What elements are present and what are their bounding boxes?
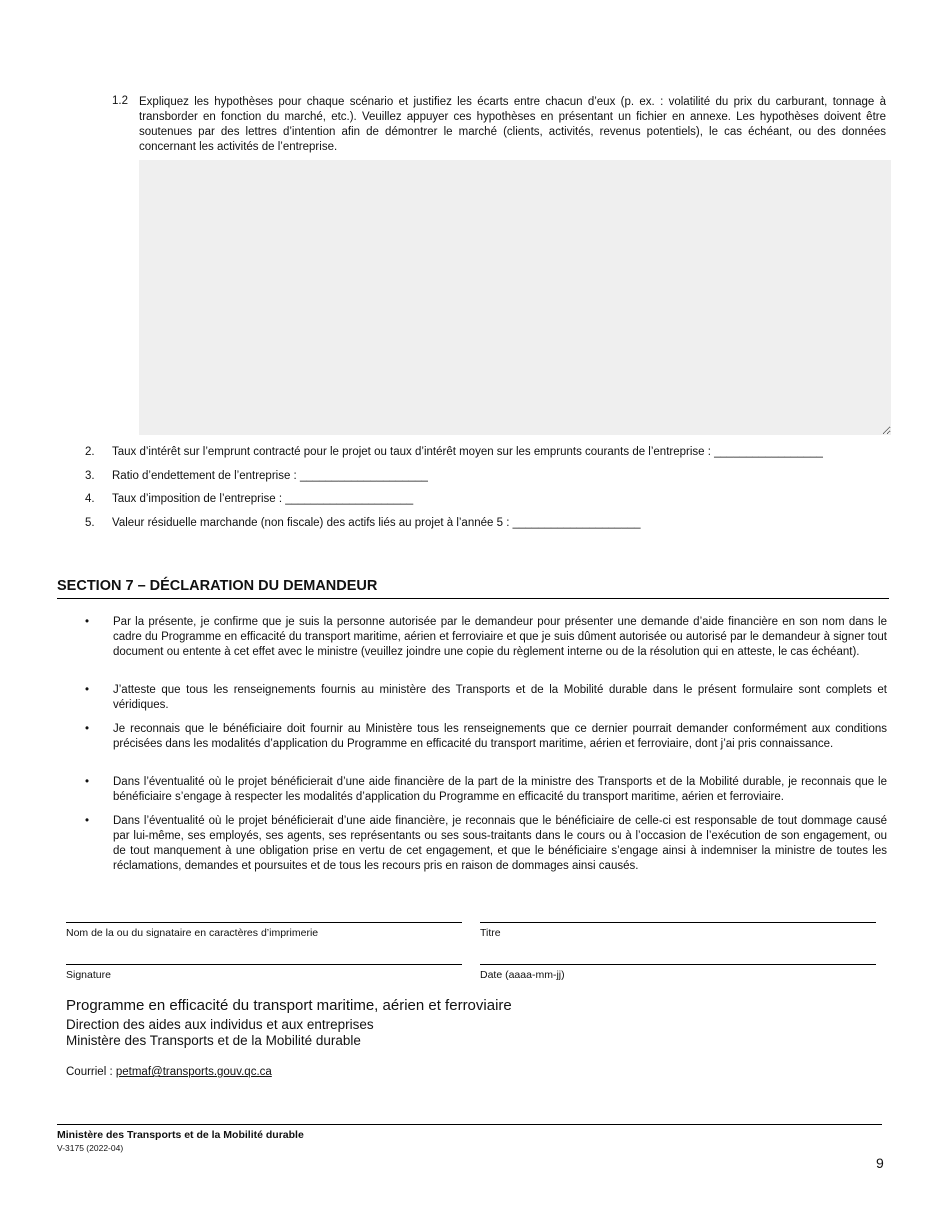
direction-name: Direction des aides aux individus et aux entreprises bbox=[66, 1017, 374, 1032]
item-text: Taux d’intérêt sur l’emprunt contracté pour le projet ou taux d’intérêt moyen sur les emprunts courants de l’entreprise : _________________ bbox=[112, 446, 823, 458]
bullet-text: Par la présente, je confirme que je suis la personne autorisée par le demandeur pour présenter une demande d’aide financière en son nom dans le cadre du Programme en efficacité du transport maritime, aérien et ferroviaire et que je suis dûment autorisée ou autorisé par le demandeur à signer tout document ou entente à cet effet avec le ministre (veuillez joindre une copie du règlement interne ou de la résolution qui en atteste, le cas échéant). bbox=[113, 616, 887, 658]
list-item bbox=[85, 446, 905, 458]
item-number: 4. bbox=[85, 493, 95, 505]
email-label: Courriel : bbox=[66, 1066, 116, 1078]
section-divider bbox=[57, 598, 889, 599]
item-number: 3. bbox=[85, 470, 95, 482]
question-number: 1.2 bbox=[112, 95, 128, 107]
form-number: V-3175 (2022-04) bbox=[57, 1143, 124, 1153]
footer-divider bbox=[57, 1124, 882, 1125]
signature-label: Signature bbox=[66, 969, 111, 981]
list-item bbox=[85, 493, 905, 505]
email-row bbox=[66, 1066, 272, 1078]
bullet-text: Dans l’éventualité où le projet bénéficierait d’une aide financière, je reconnais que le bénéficiaire de celle-ci est responsable de tout dommage causé par lui-même, ses employés, ses agents, ses représentants ou ses sous-traitants dans le cours ou à l’occasion de l’exécution de son engagement, ou de tout manquement à une obligation prise en vertu de cet engagement, et que le bénéficiaire s’engage ainsi à indemniser la ministre de toutes les réclamations, demandes et poursuites et de tous les recours pris en raison de dommages ainsi causés. bbox=[113, 815, 887, 872]
bullet-icon: • bbox=[85, 616, 90, 628]
declaration-bullet bbox=[85, 683, 887, 713]
bullet-icon: • bbox=[85, 723, 90, 735]
question-text: Expliquez les hypothèses pour chaque scénario et justifiez les écarts entre chacun d’eux (p. ex. : volatilité du prix du carburant, tonnage à transborder en fonction du marché, etc.). Veuillez appuyer ces hypothèses en présentant un fichier en annexe. Les hypothèses doivent être soutenues par des lettres d’intention afin de démontrer le marché (clients, activités, revenus potentiels), le cas échéant, ou des données concernant les activités de l’entreprise. bbox=[139, 96, 886, 153]
email-link[interactable]: petmaf@transports.gouv.qc.ca bbox=[115, 1066, 272, 1078]
bullet-icon: • bbox=[85, 684, 90, 696]
answer-textarea[interactable] bbox=[139, 160, 891, 435]
list-item bbox=[85, 470, 905, 482]
item-number: 2. bbox=[85, 446, 95, 458]
footer-ministry: Ministère des Transports et de la Mobilité durable bbox=[57, 1129, 304, 1141]
date-signature-line[interactable] bbox=[480, 964, 876, 965]
bullet-icon: • bbox=[85, 815, 90, 827]
title-signature-line[interactable] bbox=[480, 922, 876, 923]
declaration-bullet bbox=[85, 722, 887, 752]
page-number: 9 bbox=[876, 1155, 884, 1171]
declaration-bullet bbox=[85, 775, 887, 805]
date-label: Date (aaaa-mm-jj) bbox=[480, 969, 565, 981]
item-text: Taux d’imposition de l’entreprise : ____________________ bbox=[112, 493, 414, 505]
bullet-text: Je reconnais que le bénéficiaire doit fournir au Ministère tous les renseignements que ce dernier pourrait demander conformément aux conditions précisées dans les modalités d’application du Programme en efficacité du transport maritime, aérien et ferroviaire, dont j’ai pris connaissance. bbox=[113, 723, 887, 750]
ministry-name: Ministère des Transports et de la Mobilité durable bbox=[66, 1033, 361, 1048]
item-text: Ratio d’endettement de l’entreprise : ____________________ bbox=[112, 470, 428, 482]
bullet-text: J’atteste que tous les renseignements fournis au ministère des Transports et de la Mobilité durable dans le présent formulaire sont complets et véridiques. bbox=[113, 684, 887, 711]
name-label: Nom de la ou du signataire en caractères d’imprimerie bbox=[66, 927, 319, 939]
declaration-bullet bbox=[85, 615, 887, 660]
name-signature-line[interactable] bbox=[66, 922, 462, 923]
list-item bbox=[85, 517, 905, 529]
item-number: 5. bbox=[85, 517, 95, 529]
declaration-bullet bbox=[85, 814, 887, 874]
section-title: SECTION 7 – DÉCLARATION DU DEMANDEUR bbox=[57, 578, 378, 594]
item-text: Valeur résiduelle marchande (non fiscale) des actifs liés au projet à l’année 5 : ____________________ bbox=[112, 517, 641, 529]
bullet-text: Dans l’éventualité où le projet bénéficierait d’une aide financière de la part de la ministre des Transports et de la Mobilité durable, je reconnais que le bénéficiaire s’engage à respecter les modalités d’application du Programme en efficacité du transport maritime, aérien et ferroviaire. bbox=[113, 776, 887, 803]
signature-line[interactable] bbox=[66, 964, 462, 965]
title-label: Titre bbox=[480, 927, 501, 939]
program-name: Programme en efficacité du transport maritime, aérien et ferroviaire bbox=[66, 997, 512, 1014]
bullet-icon: • bbox=[85, 776, 90, 788]
